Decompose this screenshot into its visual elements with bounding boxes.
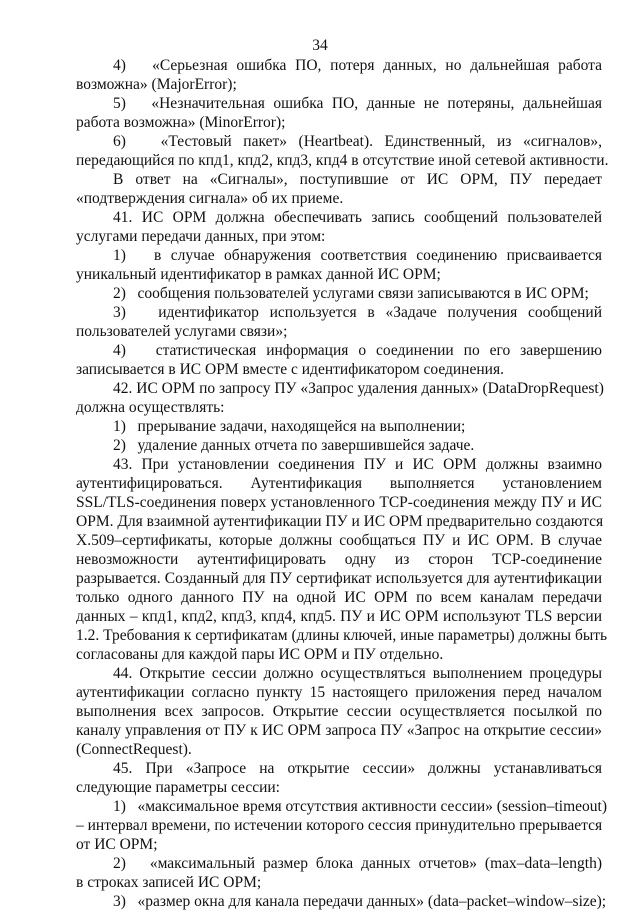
text-line: в строках записей ИС ОРМ;: [76, 874, 262, 891]
text-line: «подтверждения сигнала» об их приеме.: [76, 190, 344, 207]
text-line: 3) идентификатор используется в «Задаче получения сообщений: [113, 304, 602, 321]
text-line: 2) удаление данных отчета по завершившейся задаче.: [113, 437, 475, 454]
text-line: 6) «Тестовый пакет» (Heartbeat). Единственный, из «сигналов»,: [113, 133, 602, 150]
text-line: возможна» (MajorError);: [76, 76, 237, 93]
text-line: записывается в ИС ОРМ вместе с идентификатором соединения.: [76, 361, 504, 378]
page-number: 34: [312, 37, 328, 54]
text-line: уникальный идентификатор в рамках данной ИС ОРМ;: [76, 266, 441, 283]
text-line: 5) «Незначительная ошибка ПО, данные не потеряны, дальнейшая: [113, 95, 602, 112]
text-line: 42. ИС ОРМ по запросу ПУ «Запрос удаления данных» (DataDropRequest): [113, 380, 604, 397]
text-line: 44. Открытие сессии должно осуществляться выполнением процедуры: [113, 665, 602, 682]
text-line: 1.2. Требования к сертификатам (длины ключей, иные параметры) должны быть: [76, 627, 608, 644]
text-line: согласованы для каждой пары ИС ОРМ и ПУ отдельно.: [76, 646, 444, 663]
text-line: 1) прерывание задачи, находящейся на выполнении;: [113, 418, 466, 435]
text-line: X.509–сертификаты, которые должны сообщаться ПУ и ИС ОРМ. В случае: [76, 532, 602, 549]
text-line: от ИС ОРМ;: [76, 836, 158, 853]
text-line: данных – кпд1, кпд2, кпд3, кпд4, кпд5. ПУ и ИС ОРМ используют TLS версии: [76, 608, 602, 625]
text-line: 1) в случае обнаружения соответствия соединению присваивается: [113, 247, 602, 264]
text-line: 43. При установлении соединения ПУ и ИС ОРМ должны взаимно: [113, 456, 602, 473]
text-line: каналу управления от ПУ к ИС ОРМ запроса ПУ «Запрос на открытие сессии»: [76, 722, 602, 739]
text-line: В ответ на «Сигналы», поступившие от ИС ОРМ, ПУ передает: [113, 171, 602, 188]
text-line: SSL/TLS-соединения поверх установленного TCP-соединения между ПУ и ИС: [76, 494, 602, 511]
text-line: – интервал времени, по истечении которого сессия принудительно прерывается: [76, 817, 603, 834]
text-line: пользователей услугами связи»;: [76, 323, 288, 340]
text-line: невозможности аутентифицировать одну из сторон TCP-соединение: [76, 551, 602, 568]
text-line: только одного данного ПУ на одной ИС ОРМ по всем каналам передачи: [76, 589, 602, 606]
text-line: 2) сообщения пользователей услугами связи записываются в ИС ОРМ;: [113, 285, 589, 302]
text-line: 41. ИС ОРМ должна обеспечивать запись сообщений пользователей: [113, 209, 602, 226]
page-body-text: [76, 56, 609, 911]
text-line: 2) «максимальный размер блока данных отчетов» (max–data–length): [113, 855, 602, 872]
text-line: 4) «Серьезная ошибка ПО, потеря данных, но дальнейшая работа: [113, 57, 602, 74]
text-line: разрывается. Созданный для ПУ сертификат используется для аутентификации: [76, 570, 602, 587]
text-line: аутентифицироваться. Аутентификация выполняется установлением: [76, 475, 602, 492]
text-line: 4) статистическая информация о соединении по его завершению: [113, 342, 602, 359]
text-line: (ConnectRequest).: [76, 741, 192, 758]
text-line: должна осуществлять:: [76, 399, 225, 416]
text-line: 1) «максимальное время отсутствия активности сессии» (session–timeout): [113, 798, 607, 815]
text-line: выполнения всех запросов. Открытие сессии осуществляется посылкой по: [76, 703, 602, 720]
text-line: аутентификации согласно пункту 15 настоящего приложения перед началом: [76, 684, 602, 701]
text-line: передающийся по кпд1, кпд2, кпд3, кпд4 в отсутствие иной сетевой активности.: [76, 152, 609, 169]
text-line: следующие параметры сессии:: [76, 779, 280, 796]
text-line: ОРМ. Для взаимной аутентификации ПУ и ИС ОРМ предварительно создаются: [76, 513, 604, 530]
text-line: услугами передачи данных, при этом:: [76, 228, 326, 245]
text-line: 45. При «Запросе на открытие сессии» должны устанавливаться: [113, 760, 602, 777]
text-line: 3) «размер окна для канала передачи данных» (data–packet–window–size);: [113, 893, 607, 910]
text-line: работа возможна» (MinorError);: [76, 114, 286, 131]
